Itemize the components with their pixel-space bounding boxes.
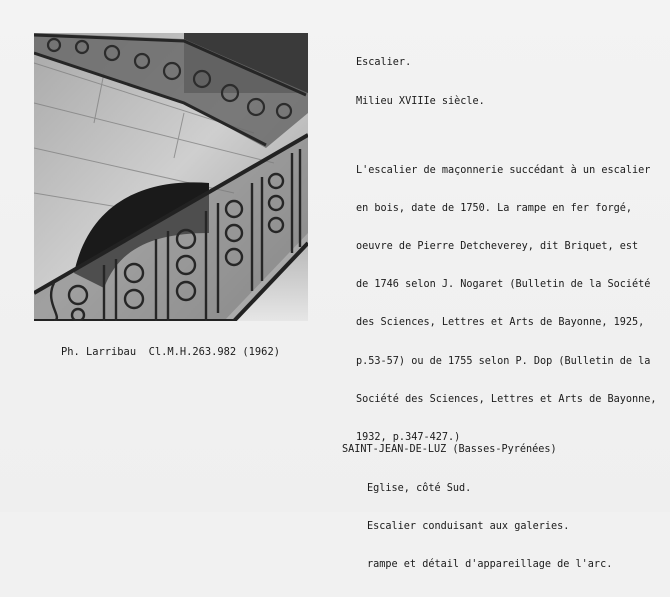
location-detail: rampe et détail d'appareillage de l'arc.: [367, 558, 613, 570]
description-line: de 1746 selon J. Nogaret (Bulletin de la Société: [356, 279, 651, 291]
location-block: [342, 419, 612, 597]
description-line: des Sciences, Lettres et Arts de Bayonne, 1925,: [356, 317, 645, 329]
photo-credit: Ph. Larribau Cl.M.H.263.982 (1962): [61, 346, 280, 358]
description-line: 1932, p.347-427.): [356, 431, 461, 443]
location-building: Eglise, côté Sud.: [367, 482, 472, 494]
description-line: en bois, date de 1750. La rampe en fer forgé,: [356, 203, 633, 215]
location-subject: Escalier conduisant aux galeries.: [367, 520, 570, 532]
record-title: Escalier.: [356, 57, 412, 69]
description-block: [356, 32, 657, 470]
staircase-photo-image: [34, 33, 308, 321]
description-line: Société des Sciences, Lettres et Arts de Bayonne,: [356, 393, 657, 405]
spacer: [356, 134, 657, 140]
description-line: L'escalier de maçonnerie succédant à un escalier: [356, 165, 651, 177]
location-place: SAINT-JEAN-DE-LUZ (Basses-Pyrénées): [342, 444, 557, 456]
description-line: p.53-57) ou de 1755 selon P. Dop (Bulletin de la: [356, 355, 651, 367]
description-line: oeuvre de Pierre Detcheverey, dit Briquet, est: [356, 241, 639, 253]
staircase-photograph: [34, 33, 308, 321]
record-period: Milieu XVIIIe siècle.: [356, 95, 485, 107]
